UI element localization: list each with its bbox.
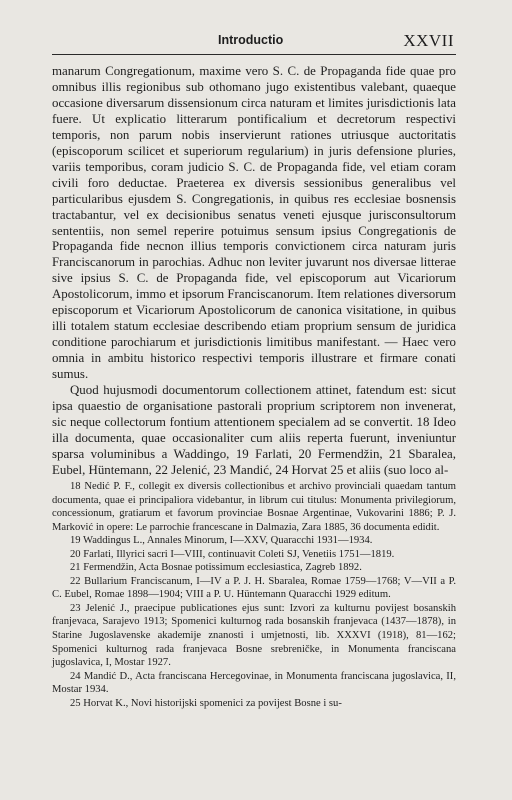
page-number: XXVII xyxy=(403,31,454,50)
footnote: 22 Bullarium Franciscanum, I—IV a P. J. H. Sbaralea, Romae 1759—1768; V—VII a P. C. Eubel, Romae 1898—1904; VIII a P. U. Hüntemann Quaracchi 1929 editum. xyxy=(52,575,456,601)
footnotes xyxy=(52,480,456,710)
footnote: 20 Farlati, Illyrici sacri I—VIII, continuavit Coleti SJ, Venetiis 1751—1819. xyxy=(70,548,395,560)
footnote: 21 Fermendžin, Acta Bosnae potissimum ecclesiastica, Zagreb 1892. xyxy=(70,562,362,574)
footnote: 24 Mandić D., Acta franciscana Hercegovinae, in Monumenta franciscana jugoslavica, II, Mostar 1934. xyxy=(52,670,456,696)
body-paragraph: manarum Congregationum, maxime vero S. C. de Propaganda fide quae pro omnibus illis regionibus sub othomano jugo existentibus valebant, quaeque occasione diversarum dissensionum circa naturam et limites jurisdictionis lata fuere. Ut explicatio litterarum pontificalium et decretorum respectivi temporis, non parum nobis inservierunt rationes utriusque auctoritatis (episcoporum scilicet et superiorum regularium) in juris defensione pluries, variis temporibus, coram judicio S. C. de Propaganda fide, vel etiam coram civili foro deductae. Praeterea ex diversis sessionibus generalibus vel particularibus ejusdem S. Congregationis, in quibus res ecclesiae bosnensis tractabantur, vel ex decisionibus senatus veneti ejusque jurisconsultorum sententiis, non semel reperire potuimus sensum ipsius Congregationis de Propaganda fide necnon illius temporis convictionem circa naturam juris Franciscanorum in parochias. Adhuc non leviter juvarunt nos diversae litterae sive ipsius S. C. de Propaganda fide, vel episcoporum aut Vicariorum Apostolicorum, immo et ipsorum Franciscanorum. Item relationes diversorum episcoporum et Vicariorum Apostolicorum de canonica visitatione, in quibus illi totalem statum ecclesiae describendo etiam proprium sensum de juridica conditione parochiarum et jurisdictionis limitibus manifestant. — Haec vero omnia in ambitu historico respectivi temporis illustrare et firmare conati sumus. xyxy=(52,64,456,382)
main-text xyxy=(52,64,456,479)
header-rule xyxy=(52,54,456,55)
footnote: 19 Waddingus L., Annales Minorum, I—XXV, Quaracchi 1931—1934. xyxy=(70,535,373,547)
footnote: 25 Horvat K., Novi historijski spomenici za povijest Bosne i su- xyxy=(70,697,342,709)
body-paragraph: Quod hujusmodi documentorum collectionem attinet, fatendum est: sicut ipsa quaestio de organisatione pastorali proprium scriptorem non invenerat, sic neque collectorum fontium attentionem specialem ad se convertit. 18 Ideo illa documenta, quae occasionaliter cum aliis reperta fuerunt, inveniuntur sparsa voluminibus a Waddingo, 19 Farlati, 20 Fermendžin, 21 Sbaralea, Eubel, Hüntemann, 22 Jelenić, 23 Mandić, 24 Horvat 25 et aliis (suo loco al- xyxy=(52,383,456,477)
footnote: 18 Nedić P. F., collegit ex diversis collectionibus et archivo provinciali quaedam tantum documenta, quae ei principaliora videbantur, in librum cui titulus: Monumenta privilegiorum, concessionum, gratiarum et favorum provinciae Bosnae Argentinae, Vukovarini 1886; P. J. Marković in opere: Le parrochie francescane in Dalmazia, Zara 1885, 36 documenta edidit. xyxy=(52,481,456,533)
running-title: Introductio xyxy=(218,33,284,47)
footnote: 23 Jelenić J., praecipue publicationes ejus sunt: Izvori za kulturnu povijest bosanskih franjevaca, Sarajevo 1913; Spomenici kulturnog rada bosanskih franjevaca (1437—1878), in Starine Jugoslavenske akademije znanosti i umjetnosti, lib. XXXVI (1918), 81—162; Spomenici kulturnog rada franjevaca Bosne srebreničke, in Monumenta franciscana jugoslavica, I, Mostar 1927. xyxy=(52,602,456,669)
running-header xyxy=(52,33,454,51)
